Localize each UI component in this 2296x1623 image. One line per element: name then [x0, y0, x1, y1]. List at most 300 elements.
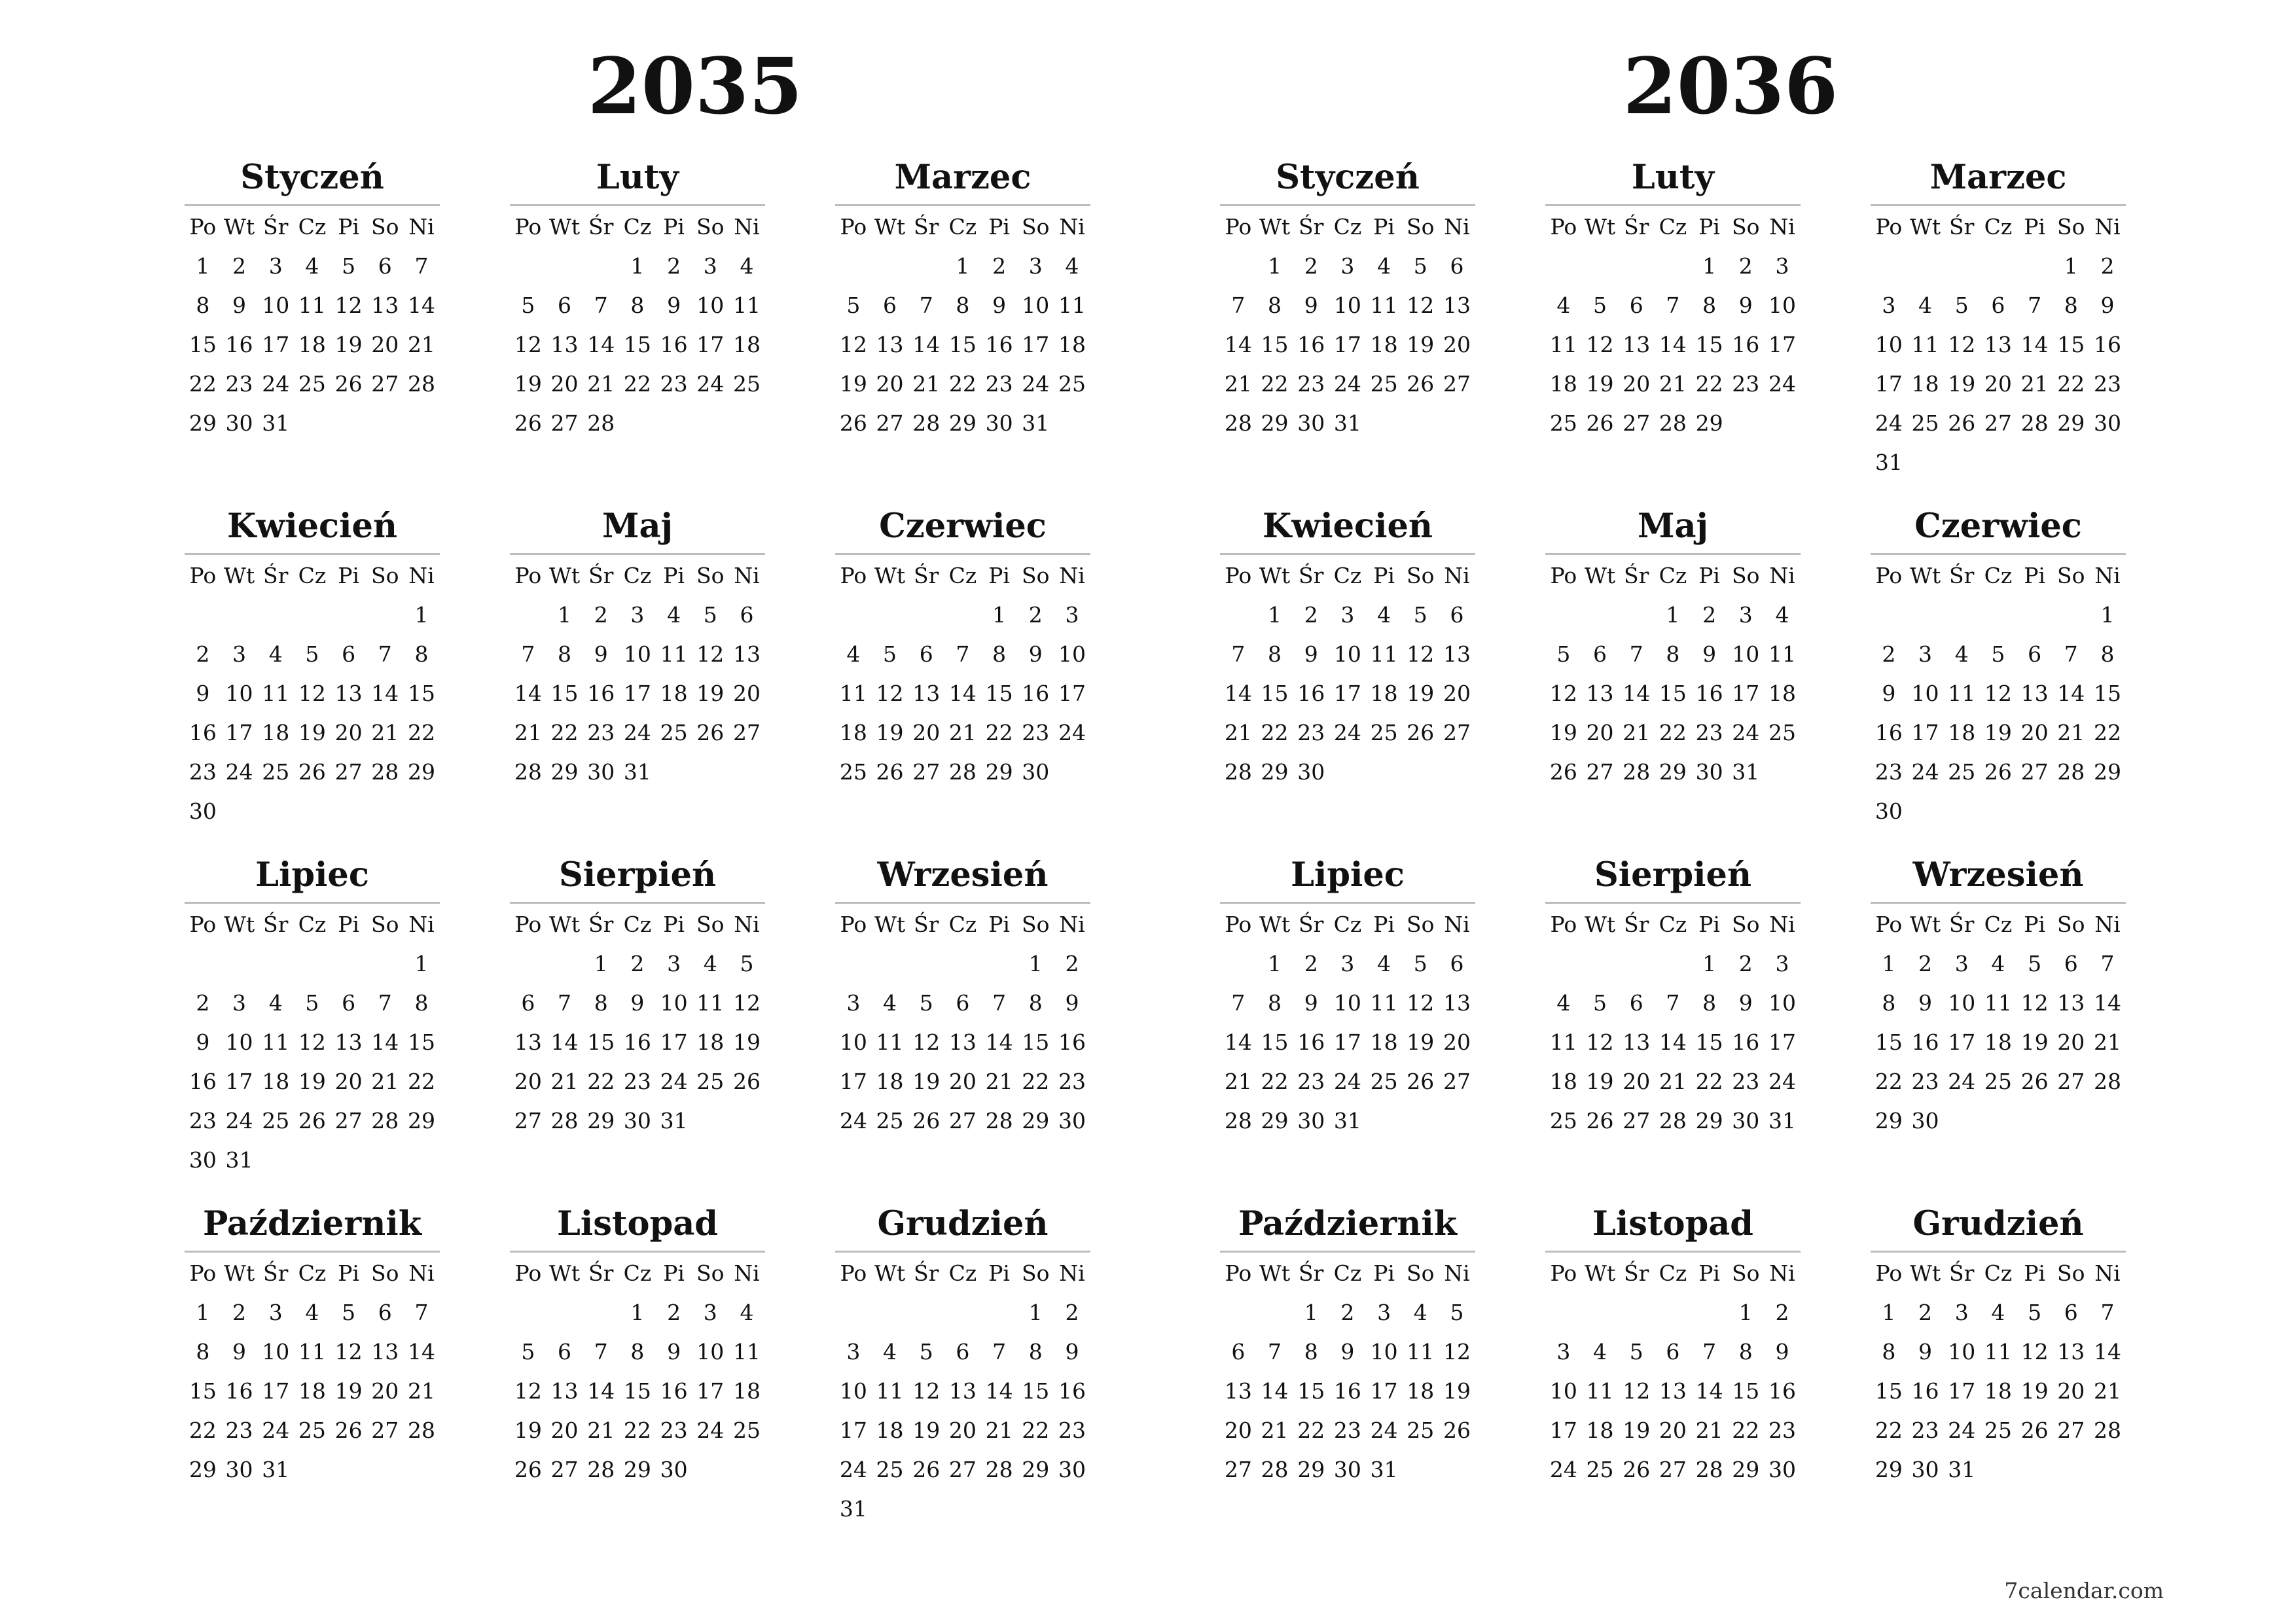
day-cell: 9	[232, 293, 247, 318]
day-cell: 18	[696, 1029, 725, 1055]
day-cell: 31	[660, 1108, 688, 1133]
empty-cell	[835, 596, 872, 635]
day-cell: 8	[630, 1339, 645, 1364]
day-cell: 19	[2020, 1029, 2049, 1055]
day-cell: 29	[1874, 1108, 1903, 1133]
empty-cell	[981, 1293, 1018, 1332]
day-cell: 5	[919, 1339, 933, 1364]
day-cell: 24	[623, 720, 651, 745]
day-cell: 10	[1333, 990, 1361, 1016]
day-cell: 12	[839, 332, 867, 357]
day-cell: 13	[1984, 332, 2012, 357]
day-cell: 8	[630, 293, 645, 318]
day-cell: 13	[550, 1378, 579, 1404]
day-cell: 5	[342, 1300, 356, 1325]
day-cell: 14	[407, 1339, 435, 1364]
weekday-label: So	[371, 912, 399, 937]
weekday-label: Cz	[1984, 912, 2013, 937]
day-cell: 30	[1297, 410, 1325, 436]
day-cell: 17	[1333, 681, 1361, 706]
day-cell: 20	[550, 1418, 579, 1443]
day-cell: 19	[2020, 1378, 2049, 1404]
day-cell: 4	[667, 602, 681, 628]
day-cell: 30	[188, 798, 217, 824]
day-cell: 28	[587, 410, 615, 436]
day-cell: 26	[1407, 371, 1435, 397]
day-cell: 25	[298, 1418, 326, 1443]
day-cell: 13	[2057, 990, 2085, 1016]
day-cell: 9	[2100, 293, 2115, 318]
weekday-label: Wt	[1584, 214, 1616, 240]
weekday-label: Po	[1225, 214, 1252, 240]
day-cell: 13	[1623, 1029, 1651, 1055]
day-cell: 5	[1593, 293, 1607, 318]
day-cell: 11	[1948, 681, 1976, 706]
day-cell: 7	[2100, 951, 2115, 976]
day-cell: 23	[188, 1108, 217, 1133]
day-cell: 14	[912, 332, 941, 357]
day-cell: 13	[1659, 1378, 1687, 1404]
day-cell: 4	[1377, 951, 1391, 976]
day-cell: 29	[1874, 1457, 1903, 1482]
weekday-label: Śr	[914, 1260, 939, 1286]
day-cell: 1	[1028, 951, 1043, 976]
day-cell: 29	[948, 410, 977, 436]
weekday-label: Po	[1875, 912, 1903, 937]
day-cell: 22	[1297, 1418, 1325, 1443]
day-cell: 3	[1918, 641, 1933, 667]
day-cell: 29	[1695, 410, 1723, 436]
weekday-label: Wt	[1909, 912, 1941, 937]
month-calendar	[185, 151, 440, 499]
weekday-header	[835, 207, 1090, 247]
day-cell: 19	[839, 371, 867, 397]
day-cell: 20	[1623, 371, 1651, 397]
day-cell: 14	[985, 1029, 1013, 1055]
day-cell: 13	[550, 332, 579, 357]
day-cell: 25	[1948, 759, 1976, 785]
day-cell: 27	[732, 720, 761, 745]
weekday-label: Po	[1225, 1260, 1252, 1286]
weekday-header	[510, 556, 765, 596]
day-cell: 14	[1659, 1029, 1687, 1055]
day-cell: 28	[948, 759, 977, 785]
day-cell: 8	[1738, 1339, 1753, 1364]
day-cell: 23	[587, 720, 615, 745]
day-cell: 28	[2020, 410, 2049, 436]
weekday-label: Po	[189, 214, 217, 240]
day-cell: 27	[1623, 1108, 1651, 1133]
weekday-label: Pi	[663, 214, 685, 240]
day-cell: 6	[1450, 253, 1464, 279]
day-cell: 22	[407, 1069, 435, 1094]
day-cell: 4	[1918, 293, 1933, 318]
day-cell: 16	[1732, 1029, 1760, 1055]
day-cell: 28	[1623, 759, 1651, 785]
month-name: Styczeń	[185, 151, 440, 206]
day-cell: 12	[2020, 1339, 2049, 1364]
day-cell: 27	[1443, 1069, 1471, 1094]
day-cell: 9	[1882, 681, 1896, 706]
weekday-label: Wt	[874, 214, 906, 240]
day-cell: 24	[1549, 1457, 1577, 1482]
day-cell: 31	[262, 410, 290, 436]
weekday-label: Ni	[1059, 1260, 1085, 1286]
empty-cell	[1691, 1293, 1728, 1332]
day-cell: 19	[696, 681, 725, 706]
day-cell: 1	[956, 253, 970, 279]
weekday-label: So	[1022, 1260, 1050, 1286]
day-cell: 10	[1768, 293, 1796, 318]
day-cell: 19	[1948, 371, 1976, 397]
day-cell: 5	[342, 253, 356, 279]
day-cell: 12	[1549, 681, 1577, 706]
day-cell: 10	[1948, 1339, 1976, 1364]
weekday-label: So	[371, 214, 399, 240]
day-cell: 30	[1297, 759, 1325, 785]
day-cell: 19	[1623, 1418, 1651, 1443]
day-cell: 3	[703, 1300, 717, 1325]
day-cell: 18	[660, 681, 688, 706]
day-cell: 11	[1407, 1339, 1435, 1364]
day-cell: 22	[2093, 720, 2121, 745]
month-calendar	[1871, 499, 2126, 848]
weekday-label: Cz	[1659, 214, 1687, 240]
day-cell: 11	[696, 990, 725, 1016]
empty-cell	[583, 1293, 619, 1332]
day-cell: 26	[298, 759, 326, 785]
weekday-label: Ni	[1769, 1260, 1795, 1286]
day-cell: 8	[1666, 641, 1680, 667]
day-cell: 13	[912, 681, 941, 706]
day-cell: 25	[876, 1108, 904, 1133]
day-grid	[510, 596, 765, 792]
day-cell: 26	[1407, 720, 1435, 745]
day-cell: 23	[225, 1418, 253, 1443]
day-cell: 27	[876, 410, 904, 436]
day-cell: 31	[1732, 759, 1760, 785]
day-cell: 25	[660, 720, 688, 745]
weekday-label: Ni	[1059, 563, 1085, 588]
day-cell: 31	[262, 1457, 290, 1482]
empty-cell	[1545, 247, 1582, 286]
day-cell: 17	[262, 332, 290, 357]
day-cell: 2	[1738, 253, 1753, 279]
weekday-label: Cz	[1333, 1260, 1362, 1286]
day-cell: 17	[1948, 1378, 1976, 1404]
empty-cell	[510, 1293, 547, 1332]
day-cell: 19	[1407, 1029, 1435, 1055]
day-cell: 11	[876, 1029, 904, 1055]
weekday-label: Po	[189, 912, 217, 937]
day-cell: 10	[1768, 990, 1796, 1016]
day-cell: 21	[1224, 1069, 1252, 1094]
day-cell: 6	[956, 1339, 970, 1364]
weekday-label: Cz	[623, 1260, 652, 1286]
weekday-label: Po	[1550, 214, 1577, 240]
month-calendar	[510, 848, 765, 1197]
day-cell: 29	[587, 1108, 615, 1133]
day-cell: 11	[298, 293, 326, 318]
day-cell: 8	[1882, 1339, 1896, 1364]
day-cell: 5	[305, 641, 319, 667]
day-cell: 16	[587, 681, 615, 706]
day-cell: 4	[268, 641, 283, 667]
day-cell: 10	[1948, 990, 1976, 1016]
day-cell: 25	[696, 1069, 725, 1094]
weekday-label: Śr	[1624, 912, 1649, 937]
day-cell: 15	[188, 1378, 217, 1404]
day-cell: 22	[2057, 371, 2085, 397]
day-cell: 4	[305, 1300, 319, 1325]
day-cell: 4	[1065, 253, 1079, 279]
day-cell: 28	[985, 1108, 1013, 1133]
day-cell: 24	[262, 371, 290, 397]
day-cell: 2	[1918, 1300, 1933, 1325]
day-cell: 12	[514, 332, 542, 357]
day-cell: 17	[839, 1418, 867, 1443]
weekday-header	[1220, 905, 1475, 944]
day-grid	[835, 247, 1090, 443]
day-cell: 6	[2064, 1300, 2078, 1325]
day-cell: 17	[1768, 332, 1796, 357]
weekday-label: So	[1732, 912, 1760, 937]
day-cell: 19	[1407, 332, 1435, 357]
day-cell: 26	[334, 1418, 363, 1443]
day-cell: 11	[1984, 990, 2012, 1016]
day-cell: 19	[514, 1418, 542, 1443]
day-cell: 13	[2020, 681, 2049, 706]
weekday-label: Wt	[874, 1260, 906, 1286]
day-cell: 27	[371, 1418, 399, 1443]
day-cell: 21	[1659, 1069, 1687, 1094]
weekday-label: Po	[1550, 563, 1577, 588]
weekday-header	[1220, 556, 1475, 596]
empty-cell	[1545, 596, 1582, 635]
empty-cell	[872, 596, 908, 635]
day-cell: 6	[919, 641, 933, 667]
day-cell: 4	[1377, 602, 1391, 628]
day-cell: 15	[1297, 1378, 1325, 1404]
day-cell: 23	[1732, 1069, 1760, 1094]
empty-cell	[872, 1293, 908, 1332]
day-cell: 20	[371, 332, 399, 357]
day-cell: 27	[948, 1457, 977, 1482]
weekday-label: Śr	[1299, 912, 1324, 937]
month-calendar	[1220, 1197, 1475, 1546]
weekday-label: Pi	[2024, 563, 2045, 588]
weekday-label: Wt	[548, 563, 581, 588]
day-grid	[185, 944, 440, 1180]
weekday-label: Wt	[1259, 1260, 1291, 1286]
day-cell: 29	[1732, 1457, 1760, 1482]
month-name: Luty	[1545, 151, 1801, 206]
weekday-label: Ni	[408, 1260, 435, 1286]
month-calendar	[1220, 151, 1475, 499]
day-cell: 1	[1666, 602, 1680, 628]
day-cell: 25	[262, 1108, 290, 1133]
day-cell: 23	[188, 759, 217, 785]
month-calendar	[835, 499, 1090, 848]
day-cell: 13	[1224, 1378, 1252, 1404]
day-cell: 29	[1659, 759, 1687, 785]
day-cell: 6	[1666, 1339, 1680, 1364]
empty-cell	[1618, 1293, 1655, 1332]
weekday-label: Śr	[588, 1260, 614, 1286]
day-cell: 22	[1022, 1418, 1050, 1443]
day-cell: 27	[514, 1108, 542, 1133]
day-grid	[1545, 944, 1801, 1141]
day-cell: 15	[587, 1029, 615, 1055]
day-cell: 23	[2093, 371, 2121, 397]
empty-cell	[1545, 944, 1582, 984]
day-cell: 31	[839, 1496, 867, 1522]
day-cell: 8	[414, 990, 429, 1016]
day-cell: 12	[912, 1378, 941, 1404]
empty-cell	[583, 247, 619, 286]
day-cell: 23	[660, 371, 688, 397]
empty-cell	[510, 247, 547, 286]
weekday-header	[1545, 207, 1801, 247]
day-cell: 18	[1586, 1418, 1614, 1443]
day-cell: 4	[1556, 990, 1571, 1016]
day-cell: 30	[1058, 1457, 1086, 1482]
weekday-label: Po	[1550, 1260, 1577, 1286]
day-cell: 1	[630, 253, 645, 279]
day-cell: 2	[1065, 951, 1079, 976]
weekday-header	[1871, 207, 2126, 247]
day-cell: 27	[1623, 410, 1651, 436]
footer-site-link[interactable]: 7calendar.com	[2004, 1578, 2164, 1603]
day-cell: 28	[514, 759, 542, 785]
day-cell: 21	[1224, 720, 1252, 745]
empty-cell	[1257, 1293, 1293, 1332]
day-cell: 9	[1738, 293, 1753, 318]
month-calendar	[1220, 499, 1475, 848]
day-cell: 24	[696, 371, 725, 397]
day-cell: 7	[414, 253, 429, 279]
day-cell: 5	[1556, 641, 1571, 667]
weekday-label: Pi	[663, 563, 685, 588]
day-cell: 26	[1948, 410, 1976, 436]
weekday-label: So	[371, 563, 399, 588]
day-cell: 3	[232, 990, 247, 1016]
day-cell: 11	[660, 641, 688, 667]
day-cell: 10	[1874, 332, 1903, 357]
empty-cell	[294, 944, 331, 984]
day-cell: 4	[1377, 253, 1391, 279]
weekday-label: Wt	[1909, 563, 1941, 588]
day-cell: 24	[839, 1457, 867, 1482]
day-cell: 17	[1948, 1029, 1976, 1055]
day-cell: 5	[1413, 602, 1427, 628]
day-cell: 10	[262, 1339, 290, 1364]
day-cell: 9	[196, 1029, 210, 1055]
empty-cell	[1545, 1293, 1582, 1332]
day-cell: 25	[298, 371, 326, 397]
day-cell: 29	[623, 1457, 651, 1482]
day-cell: 6	[1629, 293, 1643, 318]
day-grid	[1545, 247, 1801, 443]
empty-cell	[1582, 596, 1619, 635]
day-cell: 21	[371, 1069, 399, 1094]
day-cell: 9	[232, 1339, 247, 1364]
day-cell: 22	[1261, 1069, 1289, 1094]
weekday-header	[835, 556, 1090, 596]
day-cell: 21	[985, 1418, 1013, 1443]
day-cell: 8	[414, 641, 429, 667]
month-calendar	[835, 1197, 1090, 1546]
day-cell: 1	[196, 253, 210, 279]
month-calendar	[1871, 151, 2126, 499]
day-cell: 1	[1268, 951, 1282, 976]
day-cell: 19	[334, 332, 363, 357]
day-cell: 17	[1022, 332, 1050, 357]
day-cell: 20	[876, 371, 904, 397]
day-grid	[510, 1293, 765, 1489]
day-cell: 26	[2020, 1418, 2049, 1443]
day-cell: 27	[1443, 720, 1471, 745]
day-cell: 18	[839, 720, 867, 745]
day-cell: 7	[1268, 1339, 1282, 1364]
day-cell: 16	[225, 332, 253, 357]
day-cell: 7	[1666, 293, 1680, 318]
day-cell: 6	[883, 293, 897, 318]
day-cell: 10	[623, 641, 651, 667]
day-cell: 21	[1261, 1418, 1289, 1443]
month-calendar	[1545, 848, 1801, 1197]
day-cell: 17	[1768, 1029, 1796, 1055]
day-cell: 21	[1224, 371, 1252, 397]
day-cell: 14	[1261, 1378, 1289, 1404]
weekday-label: Śr	[1949, 1260, 1975, 1286]
day-cell: 16	[623, 1029, 651, 1055]
weekday-header	[835, 1254, 1090, 1293]
day-cell: 25	[839, 759, 867, 785]
day-cell: 4	[846, 641, 861, 667]
day-cell: 14	[1224, 332, 1252, 357]
weekday-label: Ni	[734, 214, 760, 240]
weekday-label: Cz	[948, 214, 977, 240]
day-cell: 24	[1333, 720, 1361, 745]
day-cell: 18	[1370, 681, 1398, 706]
month-name: Czerwiec	[1871, 499, 2126, 555]
weekday-label: Wt	[223, 1260, 255, 1286]
day-cell: 7	[1231, 293, 1246, 318]
day-cell: 24	[225, 759, 253, 785]
day-cell: 14	[587, 332, 615, 357]
day-cell: 1	[414, 951, 429, 976]
day-cell: 27	[1984, 410, 2012, 436]
month-calendar	[510, 1197, 765, 1546]
day-cell: 15	[2057, 332, 2085, 357]
weekday-label: Ni	[1769, 912, 1795, 937]
day-cell: 20	[1984, 371, 2012, 397]
day-cell: 8	[196, 293, 210, 318]
day-cell: 31	[1333, 1108, 1361, 1133]
day-cell: 10	[262, 293, 290, 318]
weekday-label: So	[371, 1260, 399, 1286]
day-cell: 7	[1231, 641, 1246, 667]
day-cell: 28	[1659, 410, 1687, 436]
weekday-label: Po	[514, 912, 542, 937]
day-cell: 22	[985, 720, 1013, 745]
day-cell: 16	[1911, 1378, 1939, 1404]
day-cell: 2	[232, 253, 247, 279]
day-cell: 12	[1984, 681, 2012, 706]
weekday-label: Po	[514, 1260, 542, 1286]
day-cell: 1	[1702, 951, 1717, 976]
